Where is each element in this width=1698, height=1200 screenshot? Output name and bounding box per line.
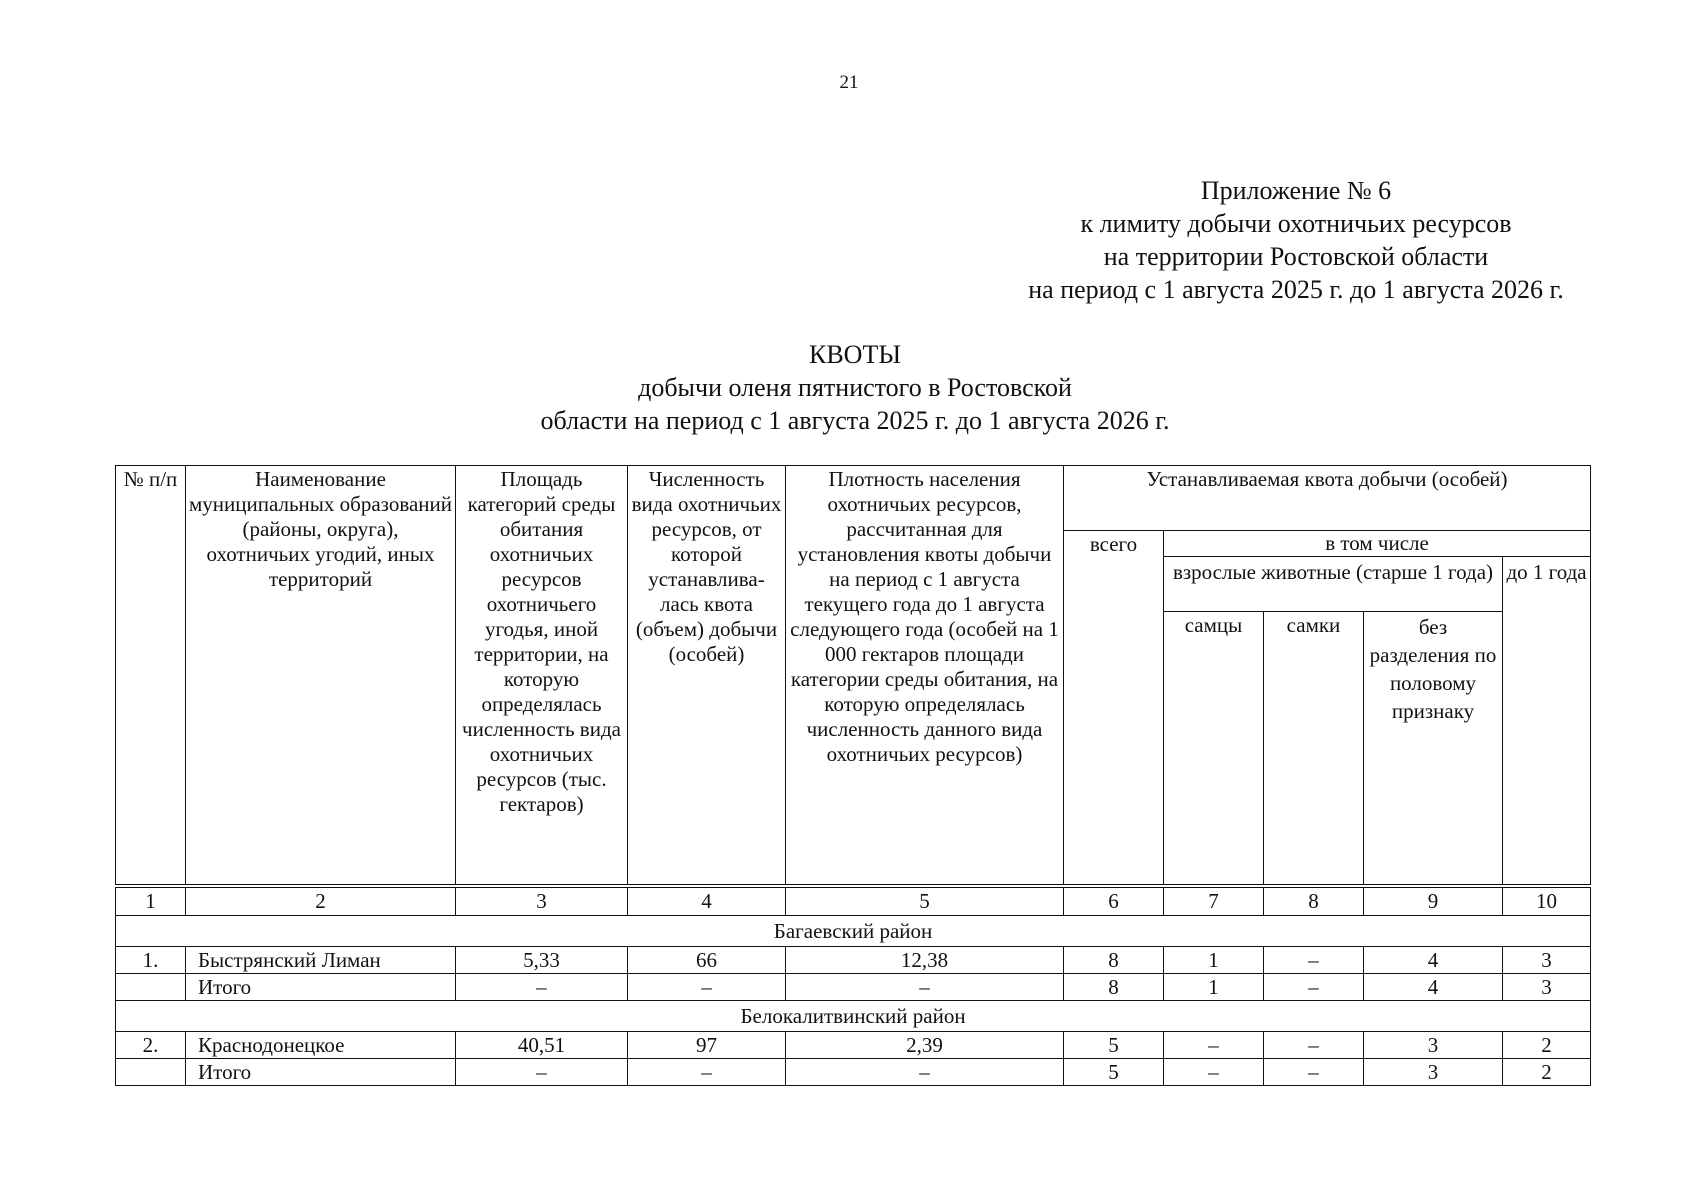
cell-under-year: 2 <box>1503 1059 1591 1086</box>
cell-population: – <box>628 974 786 1001</box>
cell-females: – <box>1264 1059 1364 1086</box>
cell-area: – <box>456 974 628 1001</box>
header-row-1 <box>116 466 1591 531</box>
cell-no-sex: 3 <box>1364 1059 1503 1086</box>
header-including: в том числе <box>1164 531 1591 557</box>
table-row <box>116 1032 1591 1059</box>
cell-no-sex: 4 <box>1364 947 1503 974</box>
cell-num <box>116 1059 186 1086</box>
appendix-line-3: на территории Ростовской области <box>1103 242 1489 271</box>
cell-under-year: 2 <box>1503 1032 1591 1059</box>
cell-num <box>116 974 186 1001</box>
header-population: Численность вида охотничьих ресурсов, от которой устанавлива-лась квота (объем) добычи (особей) <box>628 466 786 887</box>
cell-males: – <box>1164 1059 1264 1086</box>
header-males: самцы <box>1164 612 1264 887</box>
appendix-line-2: к лимиту добычи охотничьих ресурсов <box>1080 209 1512 238</box>
header-area: Площадь категорий среды обитания охотничьих ресурсов охотничьего угодья, иной территории, на которую определялась численность вида охотничьих ресурсов (тыс. гектаров) <box>456 466 628 887</box>
header-quota: Устанавливаемая квота добычи (особей) <box>1064 466 1591 531</box>
cell-area: 40,51 <box>456 1032 628 1059</box>
section-title: Белокалитвинский район <box>116 1001 1591 1032</box>
cell-num: 2. <box>116 1032 186 1059</box>
cell-num: 1. <box>116 947 186 974</box>
cell-area: 5,33 <box>456 947 628 974</box>
cell-total: 8 <box>1064 974 1164 1001</box>
cell-density: – <box>786 1059 1064 1086</box>
column-number: 3 <box>456 886 628 916</box>
cell-name: Краснодонецкое <box>186 1032 456 1059</box>
cell-males: – <box>1164 1032 1264 1059</box>
table-row <box>116 947 1591 974</box>
cell-name: Быстрянский Лиман <box>186 947 456 974</box>
section-title: Багаевский район <box>116 916 1591 947</box>
cell-population: 66 <box>628 947 786 974</box>
appendix-line-4: на период с 1 августа 2025 г. до 1 августа 2026 г. <box>1028 275 1564 304</box>
cell-population: – <box>628 1059 786 1086</box>
header-num: № п/п <box>116 466 186 887</box>
page-number: 21 <box>839 72 859 93</box>
cell-population: 97 <box>628 1032 786 1059</box>
column-number: 8 <box>1264 886 1364 916</box>
cell-density: 2,39 <box>786 1032 1064 1059</box>
cell-density: 12,38 <box>786 947 1064 974</box>
table-row-total <box>116 1059 1591 1086</box>
column-number: 9 <box>1364 886 1503 916</box>
cell-total: 5 <box>1064 1032 1164 1059</box>
document-title <box>380 338 1330 437</box>
cell-females: – <box>1264 1032 1364 1059</box>
column-number: 2 <box>186 886 456 916</box>
column-number: 7 <box>1164 886 1264 916</box>
header-name: Наименование муниципальных образований (районы, округа), охотничьих угодий, иных территорий <box>186 466 456 887</box>
cell-name: Итого <box>186 1059 456 1086</box>
column-number: 1 <box>116 886 186 916</box>
cell-name: Итого <box>186 974 456 1001</box>
cell-no-sex: 3 <box>1364 1032 1503 1059</box>
appendix-line-1: Приложение № 6 <box>1200 176 1392 205</box>
quota-table <box>115 465 1591 1086</box>
cell-females: – <box>1264 947 1364 974</box>
appendix-block <box>990 174 1602 306</box>
cell-under-year: 3 <box>1503 974 1591 1001</box>
column-number: 6 <box>1064 886 1164 916</box>
header-no-sex: без разделения по половому признаку <box>1364 612 1503 887</box>
header-females: самки <box>1264 612 1364 887</box>
title-line-2: добычи оленя пятнистого в Ростовской <box>638 373 1072 402</box>
cell-males: 1 <box>1164 947 1264 974</box>
table-row-total <box>116 974 1591 1001</box>
section-row <box>116 1001 1591 1032</box>
column-number: 5 <box>786 886 1064 916</box>
cell-males: 1 <box>1164 974 1264 1001</box>
column-number: 10 <box>1503 886 1591 916</box>
cell-females: – <box>1264 974 1364 1001</box>
column-number: 4 <box>628 886 786 916</box>
header-adults: взрослые животные (старше 1 года) <box>1164 557 1503 612</box>
cell-no-sex: 4 <box>1364 974 1503 1001</box>
header-total: всего <box>1064 531 1164 887</box>
cell-under-year: 3 <box>1503 947 1591 974</box>
cell-density: – <box>786 974 1064 1001</box>
section-row <box>116 916 1591 947</box>
title-line-3: области на период с 1 августа 2025 г. до 1 августа 2026 г. <box>540 406 1170 435</box>
cell-total: 8 <box>1064 947 1164 974</box>
header-under-year: до 1 года <box>1503 557 1591 887</box>
cell-area: – <box>456 1059 628 1086</box>
column-numbers-row <box>116 886 1591 916</box>
title-line-1: КВОТЫ <box>808 340 901 369</box>
header-density: Плотность населения охотничьих ресурсов, рассчитанная для установления квоты добычи на период с 1 августа текущего года до 1 августа следующего года (особей на 1 000 гектаров площади категории среды обитания, на которую определялась численность данного вида охотничьих ресурсов) <box>786 466 1064 887</box>
cell-total: 5 <box>1064 1059 1164 1086</box>
